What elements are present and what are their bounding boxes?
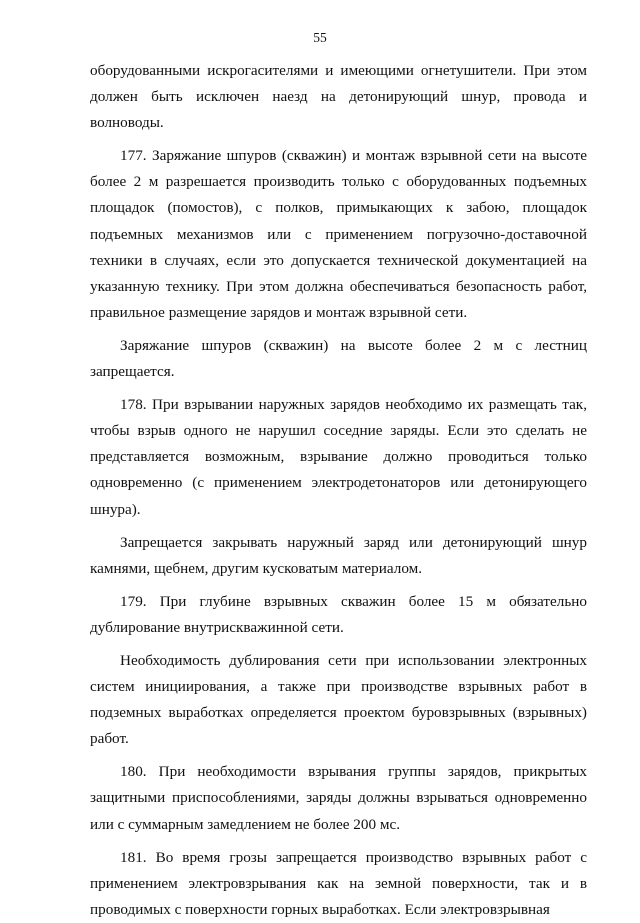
paragraph: 179. При глубине взрывных скважин более 15 м обязательно дублирование внутрискважинной сети. <box>90 592 587 636</box>
page-number: 55 <box>313 30 327 45</box>
paragraph: Запрещается закрывать наружный заряд или детонирующий шнур камнями, щебнем, другим кусковатым материалом. <box>90 533 587 577</box>
paragraph: 181. Во время грозы запрещается производство взрывных работ с применением электровзрывания как на земной поверхности, так и в проводимых с поверхности горных выработках. Если электровзрывная <box>90 848 587 918</box>
paragraph: 177. Заряжание шпуров (скважин) и монтаж взрывной сети на высоте более 2 м разрешается производить только с оборудованных подъемных площадок (помостов), с полков, примыкающих к забою, площадок подъемных механизмов или с применением погрузочно-доставочной техники в случаях, если это допускается технической документацией на указанную технику. При этом должна обеспечиваться безопасность работ, правильное размещение зарядов и монтаж взрывной сети. <box>90 147 587 321</box>
paragraph: 178. При взрывании наружных зарядов необходимо их размещать так, чтобы взрыв одного не нарушил соседние заряды. Если это сделать не представляется возможным, взрывание должно проводиться только одновременно (с применением электродетонаторов или детонирующего шнура). <box>90 396 587 518</box>
paragraph: оборудованными искрогасителями и имеющими огнетушители. При этом должен быть исключен наезд на детонирующий шнур, провода и волноводы. <box>90 62 587 132</box>
paragraph: 180. При необходимости взрывания группы зарядов, прикрытых защитными приспособлениями, заряды должны взрываться одновременно или с суммарным замедлением не более 200 мс. <box>90 763 587 833</box>
document-body <box>90 58 587 923</box>
paragraph: Заряжание шпуров (скважин) на высоте более 2 м с лестниц запрещается. <box>90 336 587 381</box>
paragraph: Необходимость дублирования сети при использовании электронных систем инициирования, а также при производстве взрывных работ в подземных выработках определяется проектом буровзрывных (взрывных) работ. <box>90 651 587 748</box>
